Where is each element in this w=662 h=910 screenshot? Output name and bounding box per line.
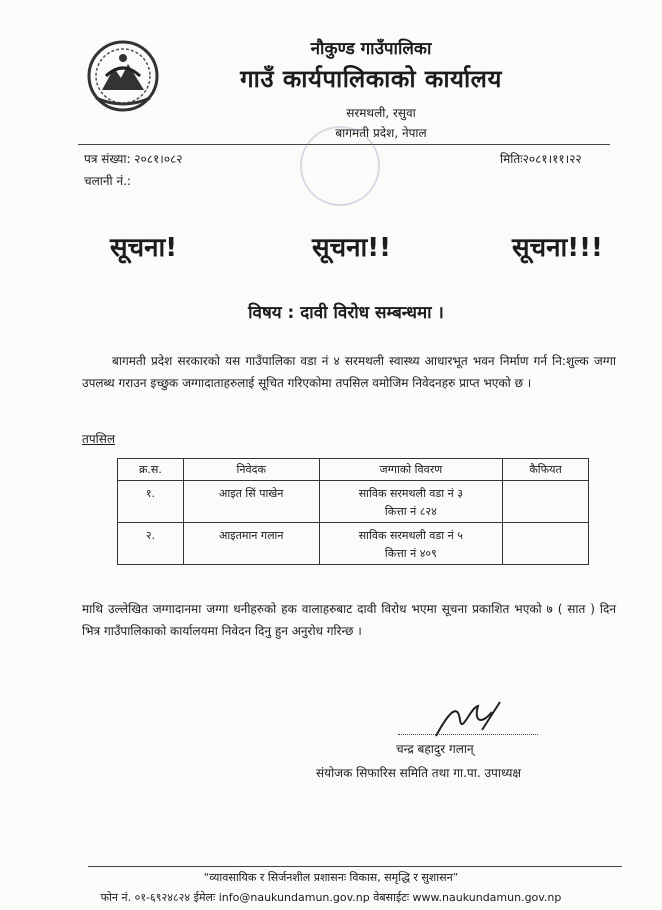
dispatch-number: चलानी नं.: <box>84 174 131 188</box>
cell-remarks <box>503 523 589 565</box>
address-line-1: सरमथली, रसुवा <box>346 106 416 120</box>
cell-remarks <box>503 481 589 523</box>
col-header-land-details: जग्गाको विवरण <box>319 459 503 481</box>
address-line-2: बागमती प्रदेश, नेपाल <box>335 126 427 140</box>
cell-land-details <box>319 481 503 523</box>
office-name: गाउँ कार्यपालिकाको कार्यालय <box>240 65 502 93</box>
land-line-1: साविक सरमथली वडा नं ५ <box>358 529 463 542</box>
col-header-remarks: कैफियत <box>503 459 589 481</box>
tapasil-label: तपसिल <box>82 432 116 446</box>
land-line-1: साविक सरमथली वडा नं ३ <box>358 487 463 500</box>
signature-line <box>398 734 538 735</box>
reference-number: पत्र संख्या: २०८१।०८२ <box>84 152 183 166</box>
cell-sn: १. <box>118 481 184 523</box>
table-row <box>118 523 589 565</box>
subject-line <box>0 300 662 323</box>
footer-contact: फोन नं. ०१-६९२४८२४ ईमेलः info@naukundamun.gov.np वेबसाईटः www.naukundamun.gov.np <box>100 891 562 904</box>
cell-applicant: आइतमान गलान <box>183 523 319 565</box>
signatory-name: चन्द्र बहादुर गलान् <box>396 742 474 756</box>
cell-applicant: आइत सिं पाखेन <box>183 481 319 523</box>
municipality-name: नौकुण्ड गाउँपालिका <box>310 39 432 59</box>
subject-text: विषय : दावी विरोध सम्बन्धमा । <box>248 303 444 323</box>
footer-motto: “व्यावसायिक र सिर्जनशील प्रशासनः विकास, समृद्धि र सुशासन” <box>203 871 459 884</box>
closing-paragraph: माथि उल्लेखित जग्गादानमा जग्गा धनीहरुको हक वालाहरुबाट दावी विरोध भएमा सूचना प्रकाशित भएको ७ ( सात ) दिन भित्र गाउँपालिकाको कार्यालयमा निवेदन दिनु हुन अनुरोध गरिन्छ । <box>82 602 616 638</box>
body-paragraph: बागमती प्रदेश सरकारको यस गाउँपालिका वडा नं ४ सरमथली स्वास्थ्य आधारभूत भवन निर्माण गर्न नि:शुल्क जग्गा उपलब्ध गराउन इच्छुक जग्गादाताहरुलाई सूचित गरिएकोमा तपसिल वमोजिम निवेदनहरु प्राप्त भएको छ । <box>82 354 616 390</box>
cell-sn: २. <box>118 523 184 565</box>
applicant-table <box>117 458 589 565</box>
land-line-2: कित्ता नं ४०९ <box>384 547 437 560</box>
notice-heading-1: सूचना! <box>110 233 178 263</box>
signatory-title: संयोजक सिफारिस समिति तथा गा.पा. उपाध्यक्ष <box>316 766 522 780</box>
table-row <box>118 481 589 523</box>
notice-heading-2: सूचना!! <box>312 233 391 263</box>
notice-heading-3: सूचना!!! <box>512 233 603 263</box>
col-header-applicant: निवेदक <box>183 459 319 481</box>
table-header-row <box>118 459 589 481</box>
footer-divider <box>88 866 622 867</box>
cell-land-details <box>319 523 503 565</box>
land-line-2: कित्ता नं ८२४ <box>384 505 437 518</box>
col-header-sn: क्र.स. <box>118 459 184 481</box>
office-stamp <box>300 126 380 206</box>
letter-date: मितिः२०८१।११।२२ <box>500 152 582 166</box>
